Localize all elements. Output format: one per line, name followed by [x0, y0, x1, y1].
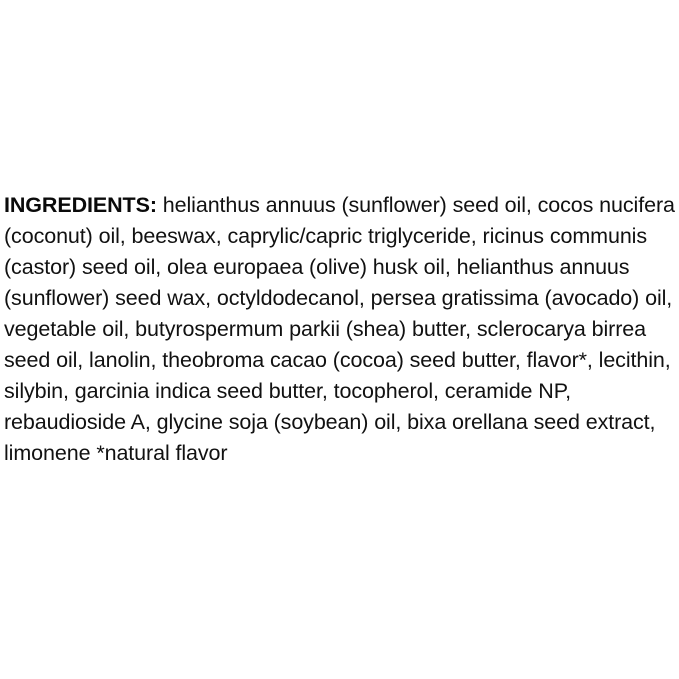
ingredients-list-text: helianthus annuus (sunflower) seed oil, cocos nucifera (coconut) oil, beeswax, caprylic/capric triglyceride, ricinus communis (castor) seed oil, olea europaea (olive) husk oil, helianthus annuus (sunflower) seed wax, octyldodecanol, persea gratissima (avocado) oil, vegetable oil, butyrospermum parkii (shea) butter, sclerocarya birrea seed oil, lanolin, theobroma cacao (cocoa) seed butter, flavor*, lecithin, silybin, garcinia indica seed butter, tocopherol, ceramide NP, rebaudioside A, glycine soja (soybean) oil, bixa orellana seed extract, limonene *natural flavor — [4, 192, 675, 465]
ingredients-heading: INGREDIENTS: — [4, 192, 157, 217]
ingredients-paragraph — [4, 190, 676, 469]
